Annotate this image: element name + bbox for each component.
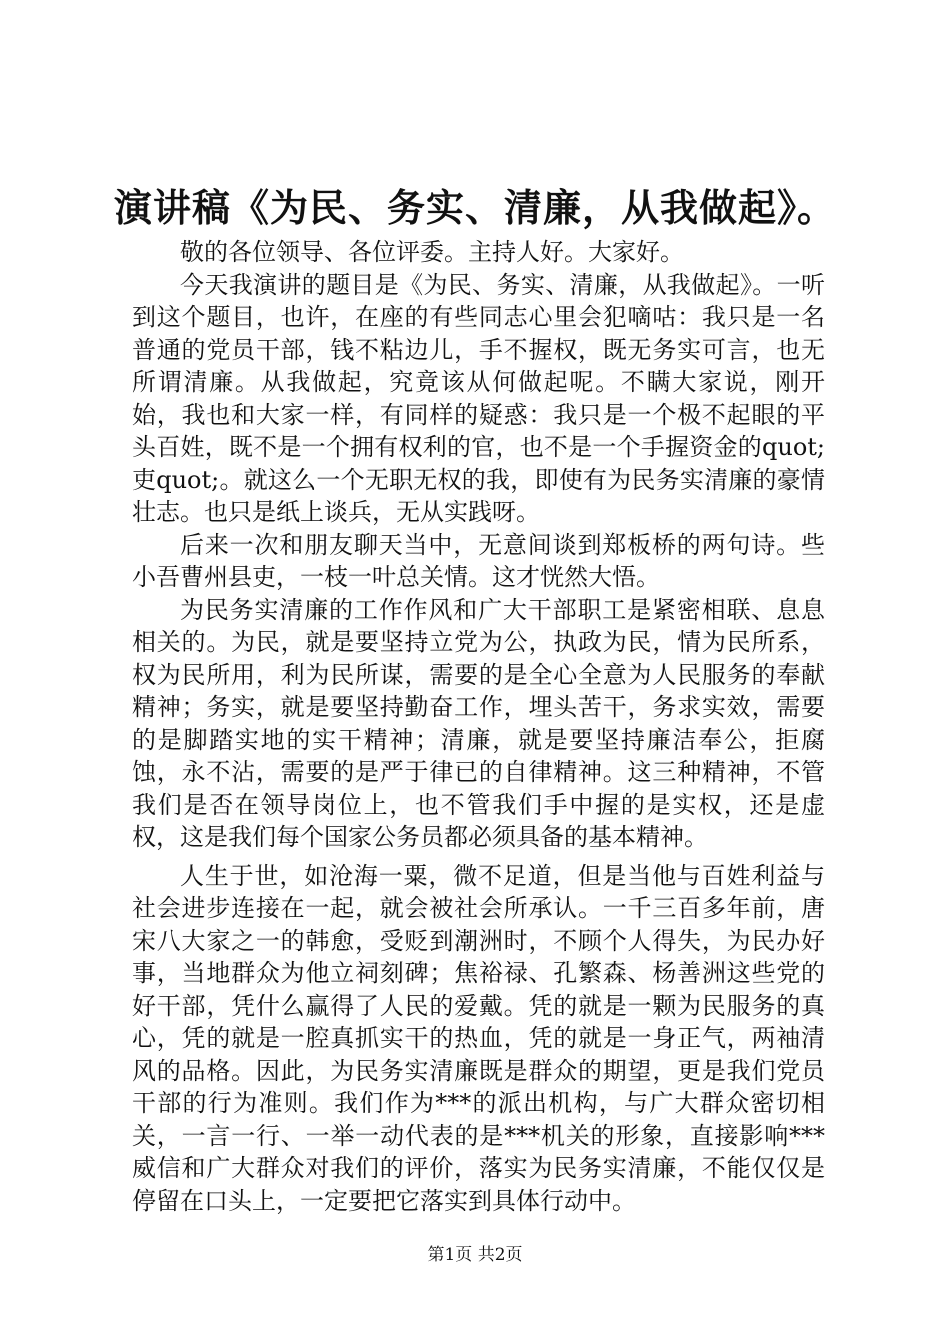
paragraph-topic: 今天我演讲的题目是《为民、务实、清廉，从我做起》。一听到这个题目，也许，在座的有些同志心里会犯嘀咕：我只是一名普通的党员干部，钱不粘边儿，手不握权，既无务实可言，也无所谓清廉。从我做起，究竟该从何做起呢。不瞒大家说，刚开始，我也和大家一样，有同样的疑惑：我只是一个极不起眼的平头百姓，既不是一个拥有权利的官，也不是一个手握资金的quot;吏quot;。就这么一个无职无权的我，即使有为民务实清廉的豪情壮志。也只是纸上谈兵，无从实践呀。: [132, 270, 825, 526]
paragraph-life: 人生于世，如沧海一粟，微不足道，但是当他与百姓利益与社会进步连接在一起，就会被社会所承认。一千三百多年前，唐宋八大家之一的韩愈，受贬到潮洲时，不顾个人得失，为民办好事，当地群众为他立祠刻碑；焦裕禄、孔繁森、杨善洲这些党的好干部，凭什么赢得了人民的爱戴。凭的就是一颗为民服务的真心，凭的就是一腔真抓实干的热血，凭的就是一身正气，两袖清风的品格。因此，为民务实清廉既是群众的期望，更是我们党员干部的行为准则。我们作为***的派出机构，与广大群众密切相关，一言一行、一举一动代表的是***机关的形象，直接影响***威信和广大群众对我们的评价，落实为民务实清廉，不能仅仅是停留在口头上，一定要把它落实到具体行动中。: [132, 861, 825, 1215]
page-number-footer: 第1页 共2页: [427, 1245, 523, 1265]
document-body: [132, 236, 825, 1217]
paragraph-spirit: 为民务实清廉的工作作风和广大干部职工是紧密相联、息息相关的。为民，就是要坚持立党为公，执政为民，情为民所系，权为民所用，利为民所谋，需要的是全心全意为人民服务的奉献精神；务实，就是要坚持勤奋工作，埋头苦干，务求实效，需要的是脚踏实地的实干精神；清廉，就是要坚持廉洁奉公，拒腐蚀，永不沾，需要的是严于律已的自律精神。这三种精神，不管我们是否在领导岗位上，也不管我们手中握的是实权，还是虚权，这是我们每个国家公务员都必须具备的基本精神。: [132, 595, 825, 851]
document-title: 演讲稿《为民、务实、清廉，从我做起》。: [113, 185, 836, 230]
paragraph-poem: 后来一次和朋友聊天当中，无意间谈到郑板桥的两句诗。些小吾曹州县吏，一枝一叶总关情。这才恍然大悟。: [132, 530, 825, 591]
paragraph-greeting: 敬的各位领导、各位评委。主持人好。大家好。: [180, 238, 684, 266]
